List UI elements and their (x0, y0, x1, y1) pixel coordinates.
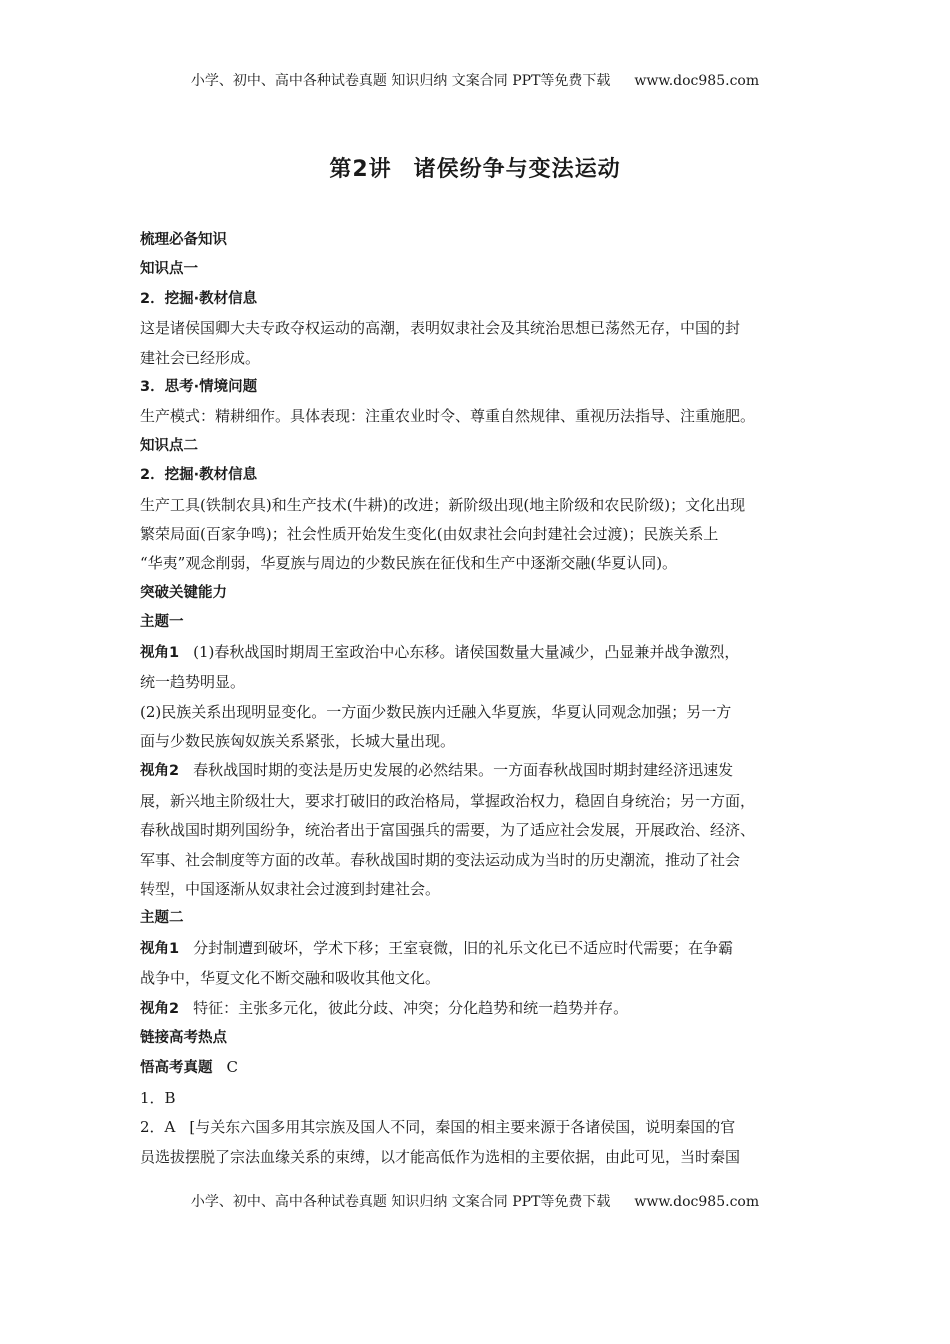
paragraph-text: 分封制遭到破坏，学术下移；王室衰微，旧的礼乐文化已不适应时代需要；在争霸 (193, 938, 734, 957)
paragraph-line: 战争中，华夏文化不断交融和吸收其他文化。 (140, 969, 441, 988)
paragraph-line (140, 994, 825, 1024)
paragraph-line: 这是诸侯国卿大夫专政夺权运动的高潮，表明奴隶社会及其统治思想已荡然无存，中国的封 (140, 319, 741, 338)
paragraph-line (140, 638, 825, 668)
page-header (0, 70, 950, 90)
section-heading: 链接高考热点 (140, 1029, 227, 1046)
answer-line: 1．B (140, 1088, 176, 1107)
lecture-number: 第2讲 (329, 157, 392, 182)
item-heading: 3．思考·情境问题 (140, 379, 258, 396)
subsection-heading: 主题二 (140, 910, 184, 927)
paragraph-line (140, 756, 825, 786)
paragraph-line (140, 934, 825, 964)
paragraph-line: “华夷”观念削弱，华夏族与周边的少数民族在征伐和生产中逐渐交融(华夏认同)。 (140, 554, 678, 573)
answer-line: 员选拔摆脱了宗法血缘关系的束缚，以才能高低作为选相的主要依据，由此可见，当时秦国 (140, 1147, 741, 1166)
header-text: 小学、初中、高中各种试卷真题 知识归纳 文案合同 PPT等免费下载 (190, 73, 611, 89)
paragraph-text: 特征：主张多元化，彼此分歧、冲突；分化趋势和统一趋势并存。 (193, 998, 629, 1017)
item-heading: 2．挖掘·教材信息 (140, 467, 258, 484)
paragraph-line: 统一趋势明显。 (140, 673, 246, 692)
answer-line (140, 1053, 825, 1083)
perspective-label: 视角2 (140, 763, 180, 780)
footer-url[interactable]: www.doc985.com (634, 1194, 760, 1210)
section-heading: 突破关键能力 (140, 584, 227, 601)
paragraph-text: (1)春秋战国时期周王室政治中心东移。诸侯国数量大量减少，凸显兼并战争激烈， (193, 642, 740, 661)
paragraph-line: 面与少数民族匈奴族关系紧张，长城大量出现。 (140, 731, 456, 750)
page-title (0, 152, 950, 183)
paragraph-line: 展，新兴地主阶级壮大，要求打破旧的政治格局，掌握政治权力，稳固自身统治；另一方面， (140, 791, 756, 810)
paragraph-line: 生产工具(铁制农具)和生产技术(牛耕)的改进；新阶级出现(地主阶级和农民阶级)；文化出现 (140, 495, 746, 514)
paragraph-line: 春秋战国时期列国纷争，统治者出于富国强兵的需要，为了适应社会发展，开展政治、经济、 (140, 821, 756, 840)
answer-label: 2．A (140, 1118, 176, 1137)
paragraph-line: 繁荣局面(百家争鸣)；社会性质开始发生变化(由奴隶社会向封建社会过渡)；民族关系上 (140, 525, 719, 544)
footer-text: 小学、初中、高中各种试卷真题 知识归纳 文案合同 PPT等免费下载 (190, 1194, 611, 1210)
answer-text: [与关东六国多用其宗族及国人不同，秦国的相主要来源于各诸侯国，说明秦国的官 (189, 1118, 736, 1137)
header-url[interactable]: www.doc985.com (634, 73, 760, 89)
item-heading: 2．挖掘·教材信息 (140, 290, 258, 307)
perspective-label: 视角2 (140, 1000, 180, 1017)
paragraph-line: 生产模式：精耕细作。具体表现：注重农业时令、尊重自然规律、重视历法指导、注重施肥。 (140, 407, 756, 426)
section-heading: 梳理必备知识 (140, 232, 227, 248)
lecture-topic: 诸侯纷争与变法运动 (413, 157, 621, 182)
subsection-heading: 知识点二 (140, 437, 198, 454)
answer-value: C (226, 1058, 238, 1077)
perspective-label: 视角1 (140, 940, 180, 957)
answer-line (140, 1113, 825, 1142)
paragraph-text: 春秋战国时期的变法是历史发展的必然结果。一方面春秋战国时期封建经济迅速发 (193, 761, 734, 780)
subsection-heading: 知识点一 (140, 261, 198, 278)
paragraph-line: 建社会已经形成。 (140, 348, 261, 367)
paragraph-line: 转型，中国逐渐从奴隶社会过渡到封建社会。 (140, 879, 441, 898)
paragraph-line: 军事、社会制度等方面的改革。春秋战国时期的变法运动成为当时的历史潮流，推动了社会 (140, 850, 741, 869)
subsection-heading: 主题一 (140, 614, 184, 631)
perspective-label: 视角1 (140, 644, 180, 661)
subsection-heading: 悟高考真题 (140, 1060, 213, 1077)
page-footer (0, 1191, 950, 1211)
paragraph-line: (2)民族关系出现明显变化。一方面少数民族内迁融入华夏族，华夏认同观念加强；另一方 (140, 702, 732, 721)
document-body (140, 226, 825, 1172)
